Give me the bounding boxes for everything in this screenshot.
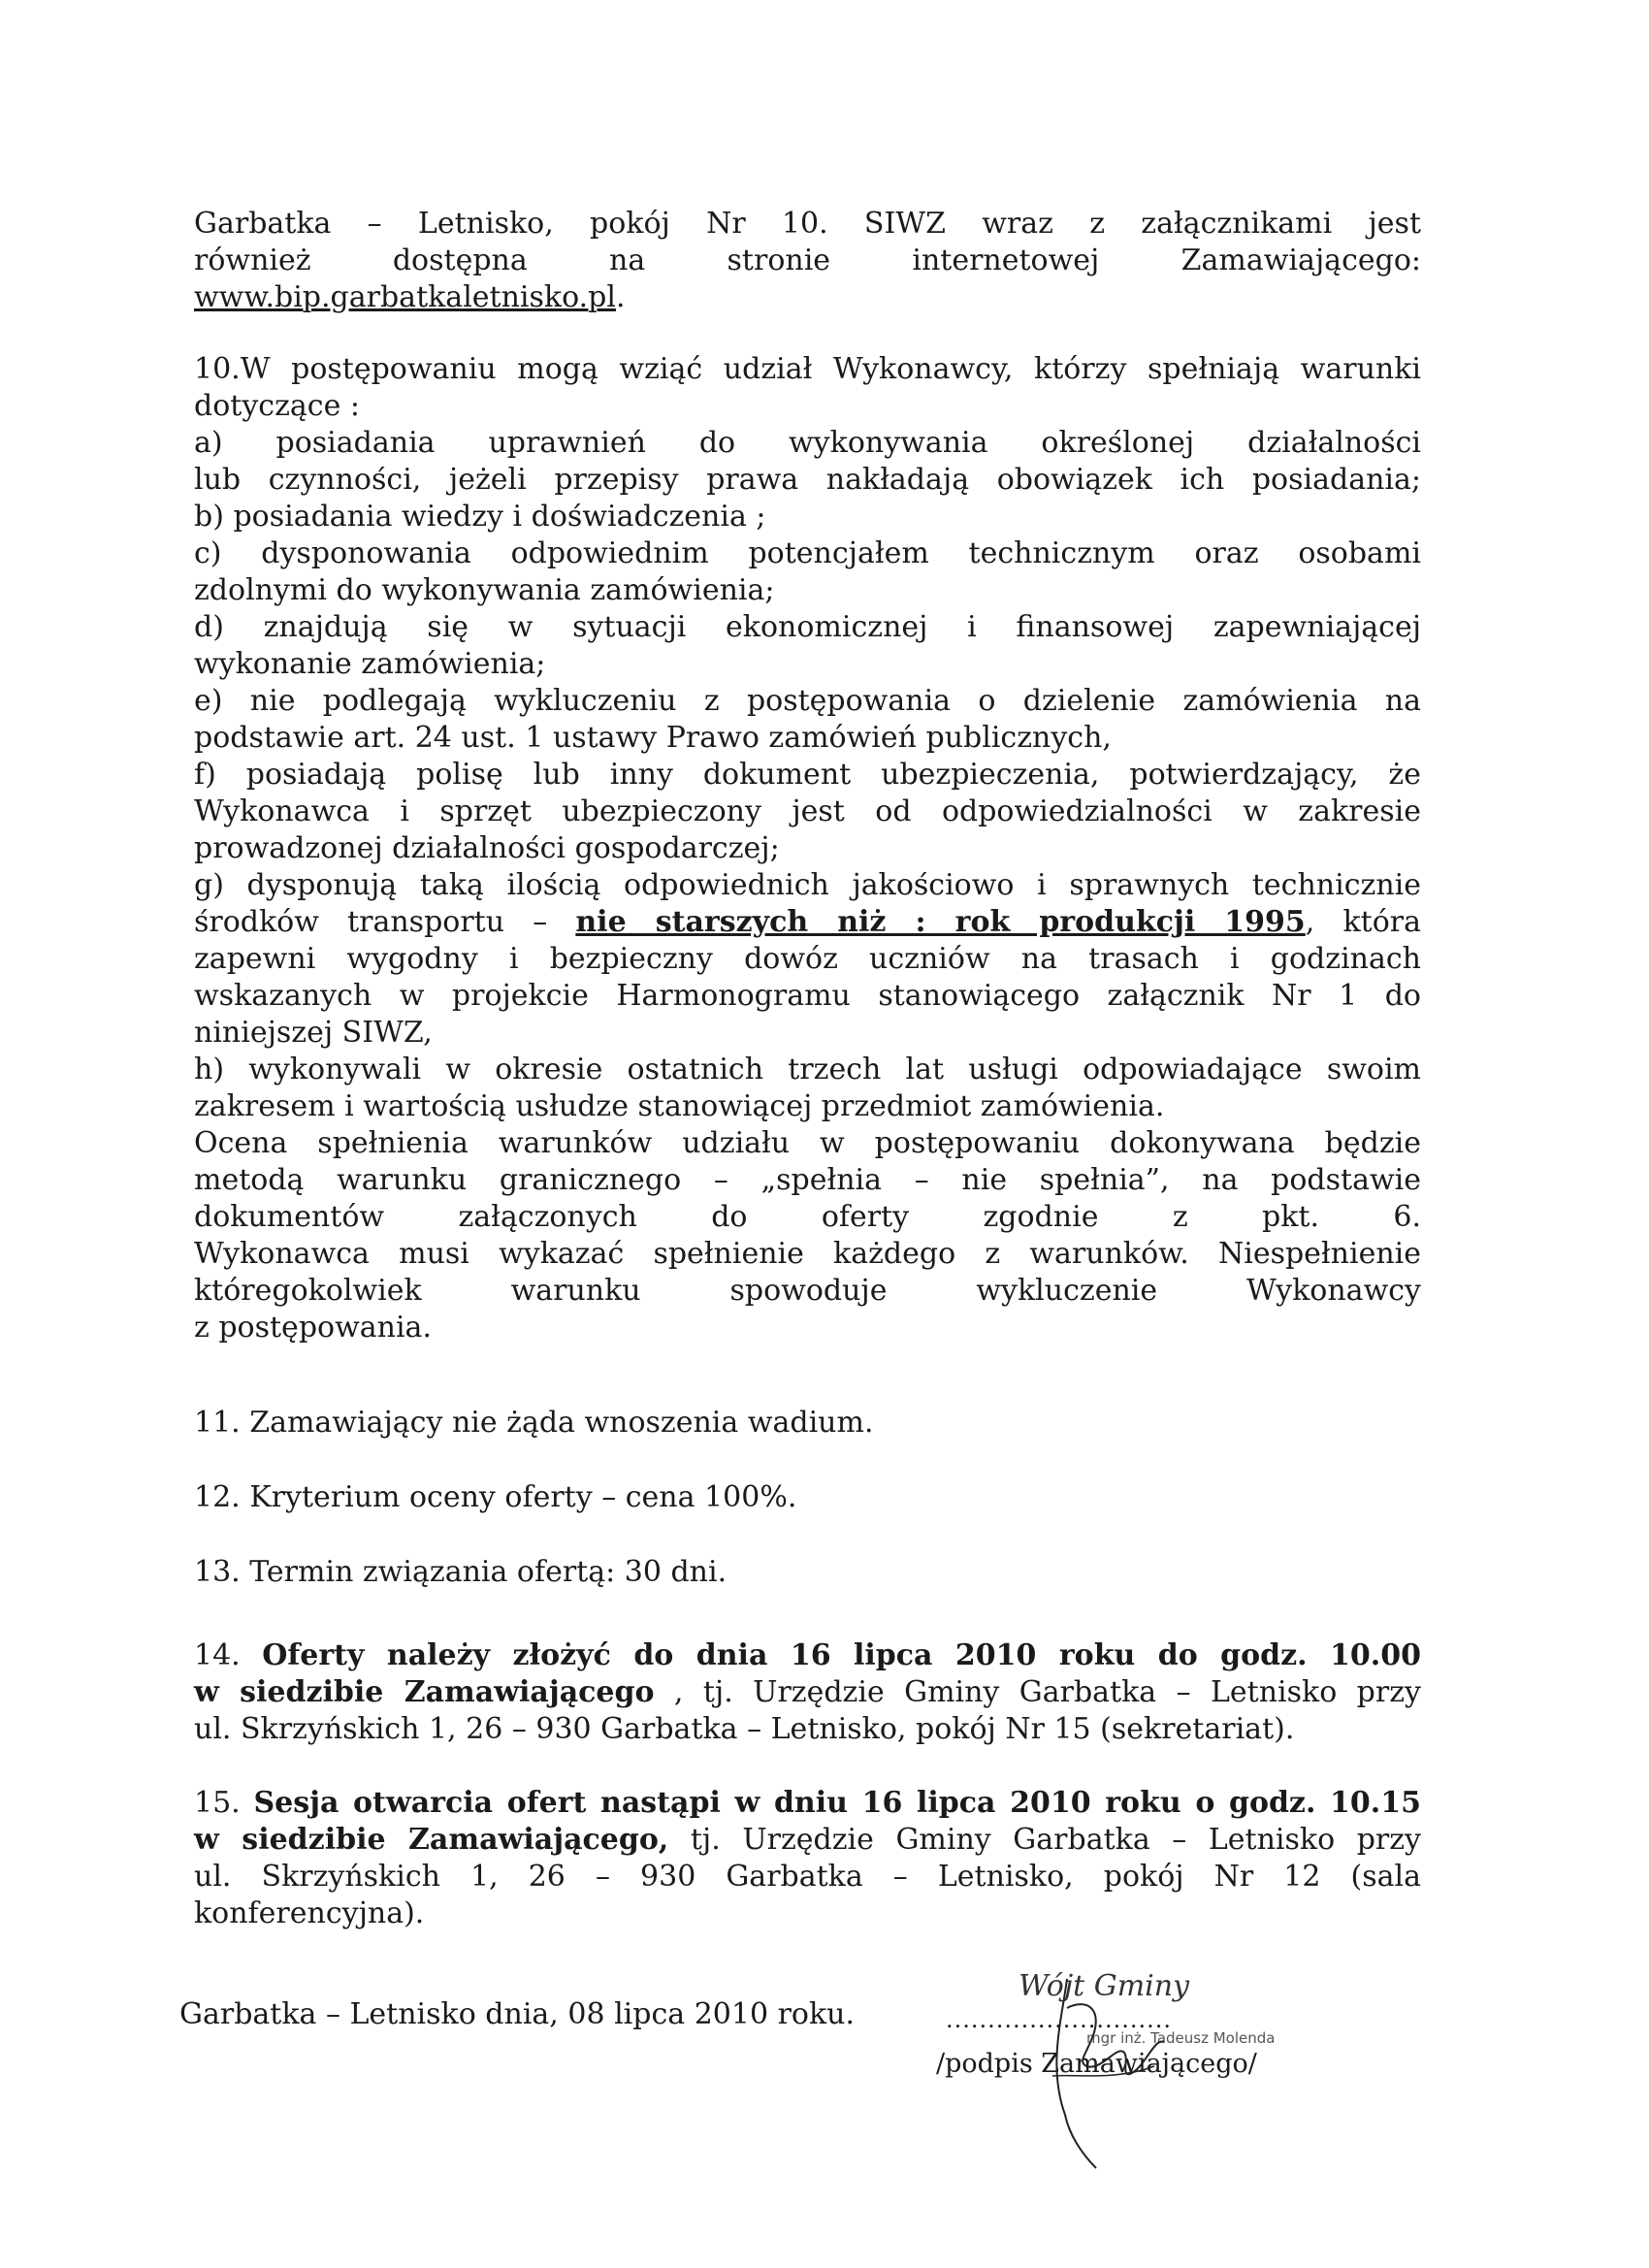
section-10-line: c) dysponowania odpowiednim potencjałem technicznym oraz osobami (194, 536, 1421, 570)
g-suffix: , która (1305, 905, 1421, 939)
section-10-line: wykonanie zamówienia; (194, 647, 546, 681)
section-15-bold-2: w siedzibie Zamawiającego, (194, 1823, 669, 1857)
section-10-line: prowadzonej działalności gospodarczej; (194, 831, 780, 865)
intro-line-1: Garbatka – Letnisko, pokój Nr 10. SIWZ wraz z załącznikami jest (194, 207, 1421, 241)
section-15 (194, 1785, 1421, 1932)
section-10-line: lub czynności, jeżeli przepisy prawa nakładają obowiązek ich posiadania; (194, 463, 1421, 497)
signature-label: /podpis Zamawiającego/ (936, 2049, 1257, 2079)
section-10-g-line-2 (194, 904, 1421, 941)
section-15-line-4: konferencyjna). (194, 1896, 425, 1930)
section-15-bold: Sesja otwarcia ofert nastąpi w dniu 16 lipca 2010 roku o godz. 10.15 (253, 1786, 1422, 1820)
section-15-line-3: ul. Skrzyńskich 1, 26 – 930 Garbatka – Letnisko, pokój Nr 12 (sala (194, 1860, 1421, 1894)
section-10-line: dokumentów załączonych do oferty zgodnie z pkt. 6. (194, 1200, 1421, 1234)
section-14-number: 14. (194, 1638, 263, 1672)
section-10-line: zakresem i wartością usłudze stanowiącej przedmiot zamówienia. (194, 1089, 1165, 1123)
section-10-line: b) posiadania wiedzy i doświadczenia ; (194, 500, 766, 534)
section-10-line: metodą warunku granicznego – „spełnia – nie spełnia”, na podstawie (194, 1163, 1421, 1197)
section-14-bold-2: w siedzibie Zamawiającego (194, 1675, 655, 1709)
g-prefix: środków transportu – (194, 905, 576, 939)
section-15-line-1 (194, 1785, 1421, 1822)
date-text: Garbatka – Letnisko dnia, 08 lipca 2010 roku. (179, 1997, 856, 2031)
section-14 (194, 1637, 1421, 1748)
section-11-text: 11. Zamawiający nie żąda wnoszenia wadium. (194, 1406, 874, 1440)
intro-line-2: również dostępna na stronie internetowej Zamawiającego: (194, 243, 1421, 277)
section-10-line: a) posiadania uprawnień do wykonywania określonej działalności (194, 426, 1421, 460)
section-14-line-1 (194, 1637, 1421, 1674)
section-10-line: 10.W postępowaniu mogą wziąć udział Wykonawcy, którzy spełniają warunki (194, 352, 1421, 386)
section-14-line-3: ul. Skrzyńskich 1, 26 – 930 Garbatka – Letnisko, pokój Nr 15 (sekretariat). (194, 1712, 1295, 1746)
section-10-line: Wykonawca musi wykazać spełnienie każdego z warunków. Niespełnienie (194, 1237, 1421, 1271)
section-15-line-2 (194, 1822, 1421, 1859)
section-12-text: 12. Kryterium oceny oferty – cena 100%. (194, 1480, 797, 1514)
section-10-line: niniejszej SIWZ, (194, 1016, 433, 1050)
stamp-title: Wójt Gminy (1018, 1969, 1190, 2003)
section-15-rest: tj. Urzędzie Gminy Garbatka – Letnisko przy (668, 1823, 1422, 1857)
section-10-line: Wykonawca i sprzęt ubezpieczony jest od odpowiedzialności w zakresie (194, 794, 1421, 828)
section-10-line: g) dysponują taką ilością odpowiednich jakościowo i sprawnych technicznie (194, 868, 1421, 902)
section-10-line: Ocena spełnienia warunków udziału w postępowaniu dokonywana będzie (194, 1126, 1421, 1160)
bip-link[interactable]: www.bip.garbatkaletnisko.pl (194, 280, 616, 314)
section-15-number: 15. (194, 1786, 254, 1820)
section-10-line: f) posiadają polisę lub inny dokument ubezpieczenia, potwierdzający, że (194, 758, 1421, 792)
section-10-line: zdolnymi do wykonywania zamówienia; (194, 573, 775, 607)
section-10-line: któregokolwiek warunku spowoduje wykluczenie Wykonawcy (194, 1274, 1421, 1308)
section-10-line: e) nie podlegają wykluczeniu z postępowania o dzielenie zamówienia na (194, 684, 1421, 718)
section-10-line: d) znajdują się w sytuacji ekonomicznej i finansowej zapewniającej (194, 610, 1421, 644)
section-10-line: z postępowania. (194, 1311, 432, 1345)
section-11 (194, 1405, 1421, 1442)
intro-paragraph (194, 206, 1421, 316)
intro-line-3 (194, 279, 1421, 316)
handwritten-signature-icon (1009, 1960, 1242, 2183)
section-10-line: podstawie art. 24 ust. 1 ustawy Prawo zamówień publicznych, (194, 721, 1112, 755)
stamp-name: mgr inż. Tadeusz Molenda (1086, 2029, 1276, 2047)
section-13-text: 13. Termin związania ofertą: 30 dni. (194, 1555, 728, 1589)
signature-dots: ........................... (946, 2006, 1172, 2033)
section-10-line: h) wykonywali w okresie ostatnich trzech lat usługi odpowiadające swoim (194, 1053, 1421, 1086)
section-10 (194, 351, 1421, 1346)
section-14-rest: , tj. Urzędzie Gminy Garbatka – Letnisko przy (654, 1675, 1421, 1709)
section-14-bold: Oferty należy złożyć do dnia 16 lipca 2010 roku do godz. 10.00 (262, 1638, 1421, 1672)
intro-link-suffix: . (615, 280, 626, 314)
section-13 (194, 1554, 1421, 1591)
date-line (179, 1996, 917, 2033)
section-12 (194, 1479, 1421, 1516)
section-10-line: zapewni wygodny i bezpieczny dowóz uczniów na trasach i godzinach (194, 942, 1421, 976)
section-10-line: wskazanych w projekcie Harmonogramu stanowiącego załącznik Nr 1 do (194, 979, 1421, 1013)
section-14-line-2 (194, 1674, 1421, 1711)
section-10-line: dotyczące : (194, 389, 360, 423)
g-bold-requirement: nie starszych niż : rok produkcji 1995 (575, 905, 1306, 939)
